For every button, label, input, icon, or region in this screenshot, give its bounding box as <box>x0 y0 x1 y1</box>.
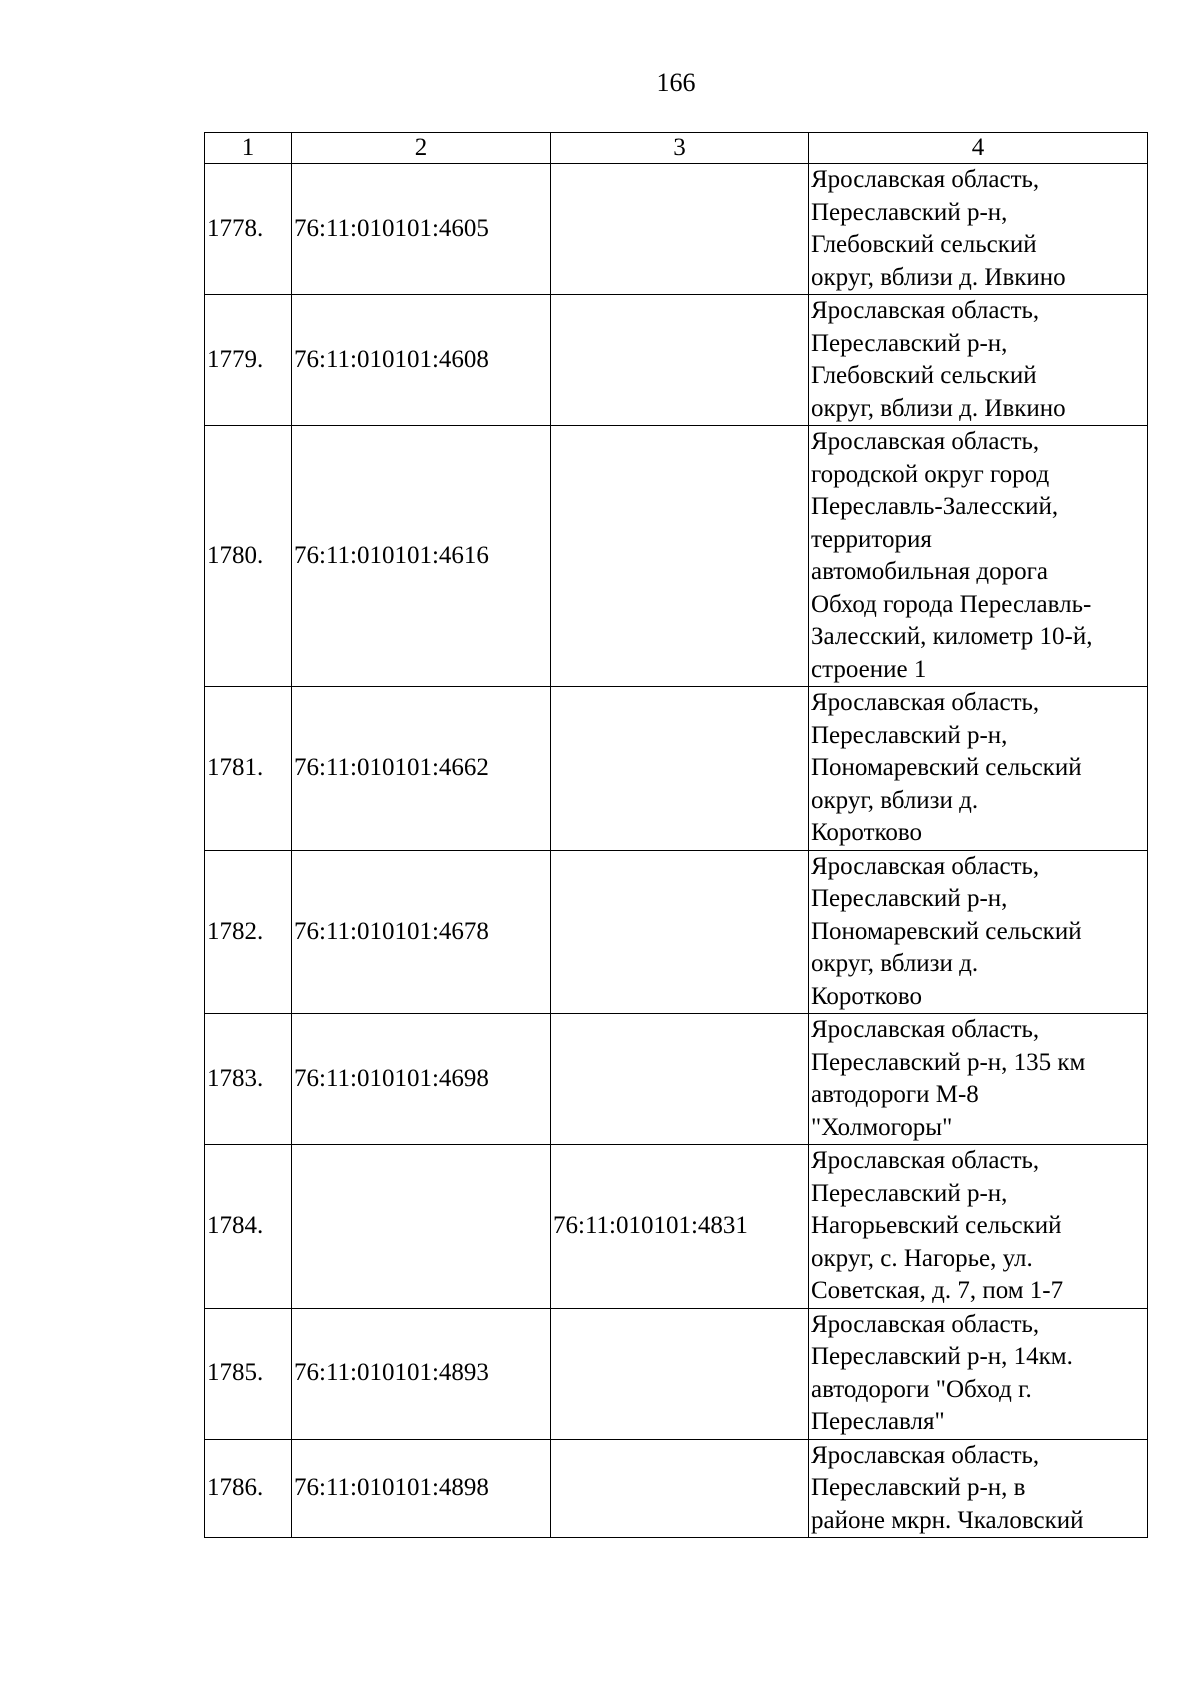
cadastral-number: 76:11:010101:4616 <box>292 426 551 687</box>
cadastral-number-alt <box>551 687 809 851</box>
table-row <box>205 850 1148 1014</box>
row-number: 1782. <box>205 850 292 1014</box>
cadastral-number-alt: 76:11:010101:4831 <box>551 1145 809 1309</box>
address: Ярославская область, Переславский р-н, Пономаревский сельский округ, вблизи д. Коротково <box>809 687 1148 851</box>
table-row <box>205 295 1148 426</box>
row-number: 1781. <box>205 687 292 851</box>
address: Ярославская область, городской округ город Переславль-Залесский, территория автомобильная дорога Обход города Переславль- Залесский, километр 10-й, строение 1 <box>809 426 1148 687</box>
row-number: 1784. <box>205 1145 292 1309</box>
page-number: 166 <box>656 68 696 97</box>
cadastral-number <box>292 1145 551 1309</box>
cadastral-number-alt <box>551 164 809 295</box>
row-number: 1785. <box>205 1308 292 1439</box>
cadastral-number-alt <box>551 295 809 426</box>
address: Ярославская область, Переславский р-н, Нагорьевский сельский округ, с. Нагорье, ул. Советская, д. 7, пом 1-7 <box>809 1145 1148 1309</box>
row-number: 1783. <box>205 1014 292 1145</box>
table-row <box>205 1145 1148 1309</box>
address: Ярославская область, Переславский р-н, Глебовский сельский округ, вблизи д. Ивкино <box>809 164 1148 295</box>
cadastral-number-alt <box>551 1439 809 1538</box>
address: Ярославская область, Переславский р-н, 135 км автодороги М-8 "Холмогоры" <box>809 1014 1148 1145</box>
table-row <box>205 164 1148 295</box>
address: Ярославская область, Переславский р-н, в районе мкрн. Чкаловский <box>809 1439 1148 1538</box>
data-table <box>204 132 1148 1538</box>
cadastral-number-alt <box>551 426 809 687</box>
column-header-3: 3 <box>551 133 809 164</box>
cadastral-number-alt <box>551 850 809 1014</box>
row-number: 1786. <box>205 1439 292 1538</box>
row-number: 1779. <box>205 295 292 426</box>
column-header-4: 4 <box>809 133 1148 164</box>
row-number: 1780. <box>205 426 292 687</box>
table-row <box>205 426 1148 687</box>
cadastral-number: 76:11:010101:4605 <box>292 164 551 295</box>
cadastral-number: 76:11:010101:4898 <box>292 1439 551 1538</box>
cadastral-number: 76:11:010101:4608 <box>292 295 551 426</box>
cadastral-number-alt <box>551 1014 809 1145</box>
cadastral-number: 76:11:010101:4893 <box>292 1308 551 1439</box>
table-header-row <box>205 133 1148 164</box>
cadastral-number: 76:11:010101:4698 <box>292 1014 551 1145</box>
cadastral-number-alt <box>551 1308 809 1439</box>
address: Ярославская область, Переславский р-н, Глебовский сельский округ, вблизи д. Ивкино <box>809 295 1148 426</box>
address: Ярославская область, Переславский р-н, 14км. автодороги "Обход г. Переславля" <box>809 1308 1148 1439</box>
table-row <box>205 1308 1148 1439</box>
cadastral-number: 76:11:010101:4678 <box>292 850 551 1014</box>
table-row <box>205 1439 1148 1538</box>
row-number: 1778. <box>205 164 292 295</box>
table-row <box>205 1014 1148 1145</box>
column-header-1: 1 <box>205 133 292 164</box>
address: Ярославская область, Переславский р-н, Пономаревский сельский округ, вблизи д. Коротково <box>809 850 1148 1014</box>
cadastral-number: 76:11:010101:4662 <box>292 687 551 851</box>
table-row <box>205 687 1148 851</box>
column-header-2: 2 <box>292 133 551 164</box>
